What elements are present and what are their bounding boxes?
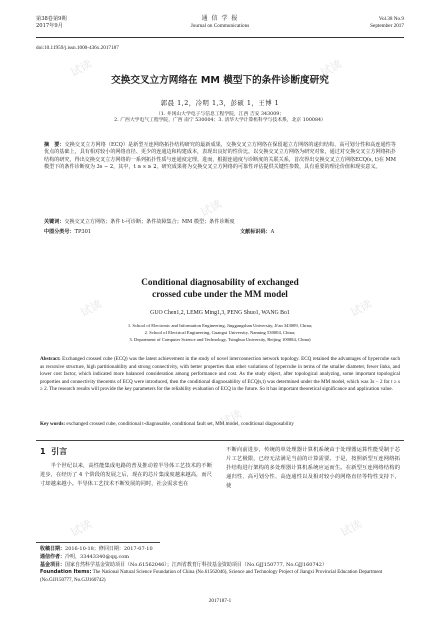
issue-info-en: [370, 16, 404, 29]
journal-name: [36, 16, 404, 29]
volume-issue-cn: 第38卷第9期: [36, 16, 67, 22]
chinese-keywords: [44, 218, 396, 225]
foundation-label: Foundation Items:: [40, 569, 92, 576]
chinese-authors: 郭晨 1,2，冷明 1,3，彭硕 1，王博 1: [160, 99, 280, 107]
affiliation-line: 2. School of Electrical Engineering, Guangxi University, Nanning 530004, China;: [144, 330, 296, 336]
body-text-right: [226, 446, 400, 491]
journal-name-en: Journal on Communications: [190, 22, 250, 29]
paragraph: 半个世纪以来，高性能集成电路的普及推动着半导体工艺技术的不断进步，在经历了 4 个阶段的发展之后，现在的芯片集成度越来越高，而尺寸却越来越小。半导体工艺技术不断发展的同时，社会需求也在: [40, 463, 212, 487]
watermark: 试读: [348, 297, 374, 320]
affiliation-line: 3. Department of Computer Science and Technology, Tsinghua University, Beijing 100084, China): [129, 337, 311, 343]
journal-name-cn: 通 信 学 报: [201, 15, 239, 22]
watermark: 试读: [68, 517, 94, 540]
corresponding-author: [40, 554, 400, 562]
foundation-text: The National Natural Science Foundation of China (No.61562046), Science and Technology Project of Jiangxi Provincial Education Department (No.GJJ150777, No.GJJ160742): [40, 570, 383, 584]
english-title-line: crossed cube under the MM model: [152, 289, 288, 299]
watermark: 试读: [68, 57, 94, 80]
affiliation-line: 1. School of Electronic and Information Engineering, Jinggangshan University, Ji'an 343009, China;: [127, 323, 313, 328]
english-affiliations: [0, 322, 440, 344]
header-rule: [36, 37, 404, 38]
document-code-value: A: [270, 229, 275, 235]
abstract-text: Exchanged crossed cube (ECQ) was the latest achievement in the study of novel interconnection network topology. ECQ retained the advantages of hypercube such as recursive structure, high partitionability and strong connectivity, with better properties than other variations of hypercube in terms of the smaller diameter, fewer links, and lower cost factor, which indicated more balanced consideration among performance and cost. As the study object, after topological analyzing, some important topological properties and connectivity theorems of ECQ were introduced, then the conditional diagnosability of ECQ(s,t) was determined under the MM model, which was 3s − 2 for t ≥ s ≥ 2. The research results will provide the key parameters for the reliability evaluation of ECQ in the future. So it has important theoretical significance and application value.: [40, 356, 400, 393]
section-heading: [40, 446, 67, 457]
clc-number: [44, 228, 91, 235]
corresponding-text: 冷明，33443340@qq.com: [65, 553, 130, 560]
watermark: 试读: [338, 517, 364, 540]
affiliation-line: 2. 广西大学电气工程学院，广西 南宁 530004；3. 清华大学计算机科学与技术系，北京 100084）: [114, 118, 326, 124]
abstract-label: 摘 要：: [44, 142, 65, 148]
english-title-line: Conditional diagnosability of exchanged: [141, 277, 299, 287]
english-title: [0, 276, 440, 300]
footnotes: [40, 546, 400, 585]
received-date: [40, 546, 400, 554]
fund-text: 国家自然科学基金资助项目（No.61562046）；江西省教育厅科技基金资助项目（No.GJJ150777, No.GJJ160742）: [65, 561, 327, 568]
footnote-rule: [36, 542, 160, 543]
clc-label: 中图分类号：: [44, 229, 75, 235]
chinese-title: 交换交叉立方网络在 MM 模型下的条件诊断度研究: [111, 75, 329, 86]
date-cn: 2017年9月: [36, 22, 63, 29]
watermark: 试读: [198, 197, 224, 220]
section-number: 1: [40, 447, 46, 456]
english-keywords: [40, 421, 400, 428]
keywords-label: Key words:: [40, 421, 66, 427]
watermark: 试读: [318, 57, 344, 80]
chinese-affiliations: [0, 112, 440, 125]
running-header: [36, 16, 404, 42]
section-title: 引言: [51, 447, 68, 456]
clc-value: TP301: [74, 229, 92, 235]
keywords-text: exchanged crossed cube, conditional t-diagnosable, conditional fault set, MM model, conditional diagnosability: [66, 421, 294, 427]
affiliation-line: （1. 井冈山大学电子与信息工程学院，江西 吉安 343009；: [155, 112, 285, 117]
received-text: 2016-10-18；修回日期：2017-07-10: [65, 546, 153, 552]
corresponding-label: 通信作者：: [40, 553, 66, 560]
volume-issue-en: Vol.38 No.9: [378, 16, 404, 22]
fund-project: [40, 562, 400, 570]
document-code-label: 文献标识码：: [240, 229, 271, 235]
keywords-label: 关键词：: [44, 219, 65, 225]
watermark: 试读: [218, 407, 244, 430]
watermark: 试读: [78, 297, 104, 320]
date-en: September 2017: [370, 22, 404, 29]
fund-label: 基金项目：: [40, 561, 66, 568]
keywords-text: 交换交叉立方网络；条件 t-可诊断；条件故障集合；MM 模型；条件诊断度: [64, 219, 235, 225]
doi[interactable]: doi:10.11959/j.issn.1000-436x.2017187: [36, 45, 119, 51]
abstract-label: Abstract:: [40, 356, 61, 362]
chinese-abstract: [44, 142, 396, 172]
body-text-left: [40, 462, 212, 489]
section-divider: [36, 440, 404, 441]
paragraph: 不断向前进步，传统的单处理器计算机系统由于处理器运算性能受制于芯片工艺极限，已经无法满足当前的计算需要。于是，按照新型互连网络拓扑结构进行架构的多处理器计算机系统应运而生。在新型互连网络结构的递归性、高可划分性、高连通性以及相对较小的网络直径等特性支持下，使: [226, 447, 400, 489]
document-code: [240, 228, 274, 235]
abstract-text: 交换交叉立方网络（ECQ）是新型互连网络拓扑结构研究的最新成果，交换交叉立方网络在保留超立方网络的递归结构、高可划分性和高连通性等优点的基础上，具有相对较小的网络直径、更少的连通边和构建成本，表现出良好的性价比。以交换交叉立方网络为研究对象，通过对交换交叉立方网络拓扑结构的研究，得出交换交叉立方网络的一系列拓扑性质与连通度定理。进而，根据连通度与诊断度的关联关系，首次得出交换交叉立方网络ECQ(s, t)在 MM 模型下的条件诊断度为 3s − 2，其中，t ≥ s ≥ 2。研究成果将为交换交叉立方网络的可靠性评估提供关键性参数，具有重要的理论价值和现实意义。: [44, 142, 396, 171]
english-authors: GUO Chen1,2, LEMG Ming1,3, PENG Shuo1, WANG Bo1: [150, 310, 290, 316]
page-number: 2017187-1: [208, 598, 232, 604]
english-abstract: [40, 356, 400, 394]
received-label: 收稿日期：: [40, 546, 66, 552]
foundation-items: [40, 569, 400, 585]
